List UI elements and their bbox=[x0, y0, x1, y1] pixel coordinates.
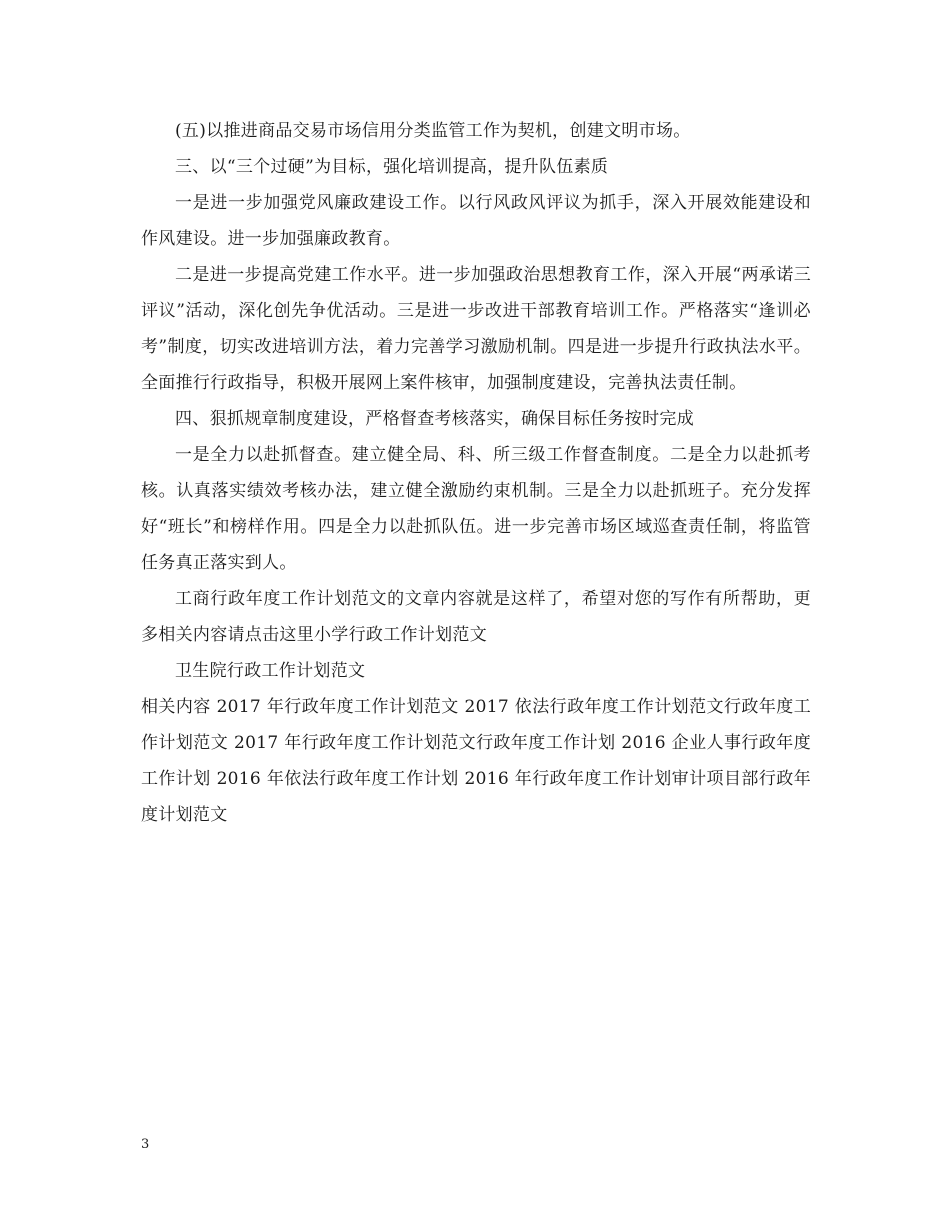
page-number: 3 bbox=[141, 1137, 150, 1152]
paragraph-party-building: 二是进一步提高党建工作水平。进一步加强政治思想教育工作，深入开展“两承诺三评议”活动，深化创先争优活动。三是进一步改进干部教育培训工作。严格落实“逢训必考”制度，切实改进培训方法，着力完善学习激励机制。四是进一步提升行政执法水平。全面推行行政指导，积极开展网上案件核审，加强制度建设，完善执法责任制。 bbox=[141, 265, 811, 393]
paragraph-supervision: 一是全力以赴抓督查。建立健全局、科、所三级工作督查制度。二是全力以赴抓考核。认真落实绩效考核办法，建立健全激励约束机制。三是全力以赴抓班子。充分发挥好“班长”和榜样作用。四是全力以赴抓队伍。进一步完善市场区域巡查责任制，将监管任务真正落实到人。 bbox=[141, 445, 811, 573]
paragraph-item-5: (五)以推进商品交易市场信用分类监管工作为契机，创建文明市场。 bbox=[175, 121, 691, 141]
paragraph-party-conduct: 一是进一步加强党风廉政建设工作。以行风政风评议为抓手，深入开展效能建设和作风建设。进一步加强廉政教育。 bbox=[141, 193, 811, 249]
section-heading-4: 四、狠抓规章制度建设，严格督查考核落实，确保目标任务按时完成 bbox=[175, 409, 694, 429]
document-body bbox=[141, 113, 811, 833]
paragraph-closing: 工商行政年度工作计划范文的文章内容就是这样了，希望对您的写作有所帮助，更多相关内容请点击这里小学行政工作计划范文 bbox=[141, 589, 811, 645]
paragraph-related-title: 卫生院行政工作计划范文 bbox=[175, 661, 366, 681]
section-heading-3: 三、以“三个过硬”为目标，强化培训提高，提升队伍素质 bbox=[175, 157, 609, 177]
paragraph-related-content: 相关内容 2017 年行政年度工作计划范文 2017 依法行政年度工作计划范文行政年度工作计划范文 2017 年行政年度工作计划范文行政年度工作计划 2016 企业人事行政年度工作计划 2016 年依法行政年度工作计划 2016 年行政年度工作计划审计项目部行政年度计划范文 bbox=[141, 697, 811, 825]
